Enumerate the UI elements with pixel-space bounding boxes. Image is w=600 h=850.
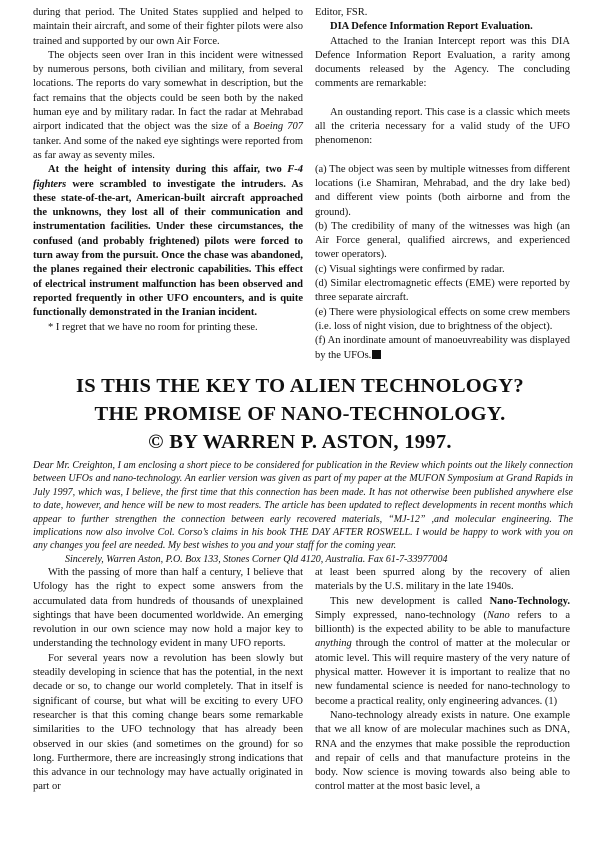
paragraph: at least been spurred along by the recovery of alien materials by the U.S. military in the late 1940s.: [315, 567, 570, 593]
headline-byline: © BY WARREN P. ASTON, 1997.: [148, 431, 452, 453]
paragraph: [33, 49, 303, 163]
criteria-item: (c) Visual sightings were confirmed by radar.: [315, 263, 505, 275]
term-highlight: Nano-Technology.: [489, 595, 570, 607]
aircraft-name: F-4 fighters: [33, 164, 303, 190]
section-subheading: DIA Defence Information Report Evaluation.: [330, 21, 533, 33]
editor-signoff: Editor, FSR.: [315, 7, 368, 18]
aircraft-name: Boeing 707: [253, 121, 303, 133]
text-run: This new development is called: [330, 595, 490, 607]
paragraph: during that period. The United States supplied and helped to maintain their aircraft, and some of their fighter pilots were also trained and supported by our own Air Force.: [33, 7, 303, 47]
criteria-item: (a) The object was seen by multiple witnesses from different locations (i.e Shamiran, Mehrabad, and the dry lake bed) and different view points (both airborne and from the ground).: [315, 163, 570, 218]
text-run: were scrambled to investigate the intruders. As these state-of-the-art, American-built aircraft approached the unknowns, they lost all of their communication and instrumentation facilities. Under these circumstances, the confused (and probably frightened) pilots were forced to turn away from the pursuit. Once the chase was abandoned, the planes regained their electronic capabilities. This effect of electrical instrument malfunction has been observed and reported frequently in other UFO encounters, and is quite functionally demonstrated in the Iranian incident.: [33, 178, 303, 319]
paragraph: Nano-technology already exists in nature. One example that we all know of are molecular machines such as DNA, RNA and the enzymes that make possible the reproduction and repair of cells and that manufacture proteins in the body. Now science is moving towards also being able to control matter at the most basic level, a: [315, 709, 570, 793]
text-run: At the height of intensity during this affair, two: [48, 164, 288, 176]
bottom-right-column: [315, 566, 570, 795]
text-run: through the control of matter at the molecular or atomic level. This will require mastery of the very nature of physical matter. However it is important to realize that no new fundamental science is needed for nano-technology to become a practical reality, only engineering advances. (1): [315, 638, 570, 707]
criteria-item: (e) There were physiological effects on some crew members (i.e. loss of night vision, due to brightness of the object).: [315, 306, 570, 332]
emphasis: Nano: [486, 609, 510, 621]
text-run: (f) An inordinate amount of manoeuvreability was displayed by the UFOs.: [315, 335, 570, 361]
headline-line: IS THIS THE KEY TO ALIEN TECHNOLOGY?: [76, 375, 524, 397]
footnote: * I regret that we have no room for printing these.: [48, 321, 258, 333]
cover-letter: [33, 459, 573, 566]
paragraph: [315, 595, 570, 709]
bold-paragraph: [33, 163, 303, 320]
bottom-left-column: [33, 566, 303, 795]
criteria-item: (d) Similar electromagnetic effects (EME) were reported by three separate aircraft.: [315, 278, 570, 304]
criteria-item: (b) The credibility of many of the witnesses was high (an Air Force general, qualified aircrews, and experienced tower operators).: [315, 220, 570, 261]
article-headline: [20, 372, 580, 456]
text-run: The objects seen over Iran in this incident were witnessed by numerous persons, both civilian and military, from several locations. The reports do vary somewhat in description, but the fact remains that the objects could be seen both by the naked human eye and by military radar. In fact the radar at Mehrabad airport indicated that the object was the size of a: [33, 49, 303, 133]
top-left-column: [33, 6, 303, 335]
text-run: tanker. And some of the naked eye sightings were reported from as far away as seventy miles.: [33, 135, 303, 161]
emphasis: anything: [315, 638, 352, 650]
text-run: Simply expressed, nano-technology (: [315, 609, 487, 621]
paragraph: Attached to the Iranian Intercept report was this DIA Defence Information Report Evaluation, a rarity among documents released by the Agency. The concluding comments are remarkable:: [315, 35, 570, 90]
criteria-item: [315, 334, 570, 363]
letter-body: Dear Mr. Creighton, I am enclosing a short piece to be considered for publication in the Review which points out the likely connection between UFOs and nano-technology. An earlier version was given as part of my paper at the MUFON Symposium at Grand Rapids in July 1997, which was, I believe, the first time that this connection has been made. It has not otherwise been published anywhere else to date, however, and hence will be new to most readers. The article has been updated to reflect developments in recent months which appear to further strengthen the connection between early recovered materials, “MJ-12” ,and molecular engineering. The implications now also involve Col. Corso’s claims in his book THE DAY AFTER ROSWELL. I would be happy to work with you on any changes you feel are needed. My best wishes to you and your staff for the coming year.: [33, 460, 573, 552]
paragraph: An oustanding report. This case is a classic which meets all the criteria necessary for a valid study of the UFO phenomenon:: [315, 106, 570, 147]
text-run: refers to a billionth) is the expected ability to be able to manufacture: [315, 609, 570, 636]
headline-line: THE PROMISE OF NANO-TECHNOLOGY.: [94, 403, 506, 425]
paragraph: With the passing of more than half a century, I believe that Ufology has the right to expect some answers from the accumulated data from hundreds of thousands of unexplained sightings that have been documented worldwide. An emerging revolution in our own science may now hold a major key to understanding the technology evident in many UFO reports.: [33, 567, 303, 650]
paragraph: For several years now a revolution has been slowly but steadily developing in science that has the potential, in the next decade or so, to change our world completely. That in itself is significant of course, but what will be exciting to every UFO researcher is that this coming change bears some remarkable similarities to the UFO technology that has already been observed in our skies (and sometimes on the ground) for so long. Furthermore, there are increasingly strong indications that this advance in our technology may have actually originated in part or: [33, 652, 303, 793]
end-mark-icon: [372, 350, 381, 359]
top-right-column: [315, 6, 570, 363]
letter-signature: Sincerely, Warren Aston, P.O. Box 133, Stones Corner Qld 4120, Australia. Fax 61-7-33977004: [65, 553, 448, 565]
